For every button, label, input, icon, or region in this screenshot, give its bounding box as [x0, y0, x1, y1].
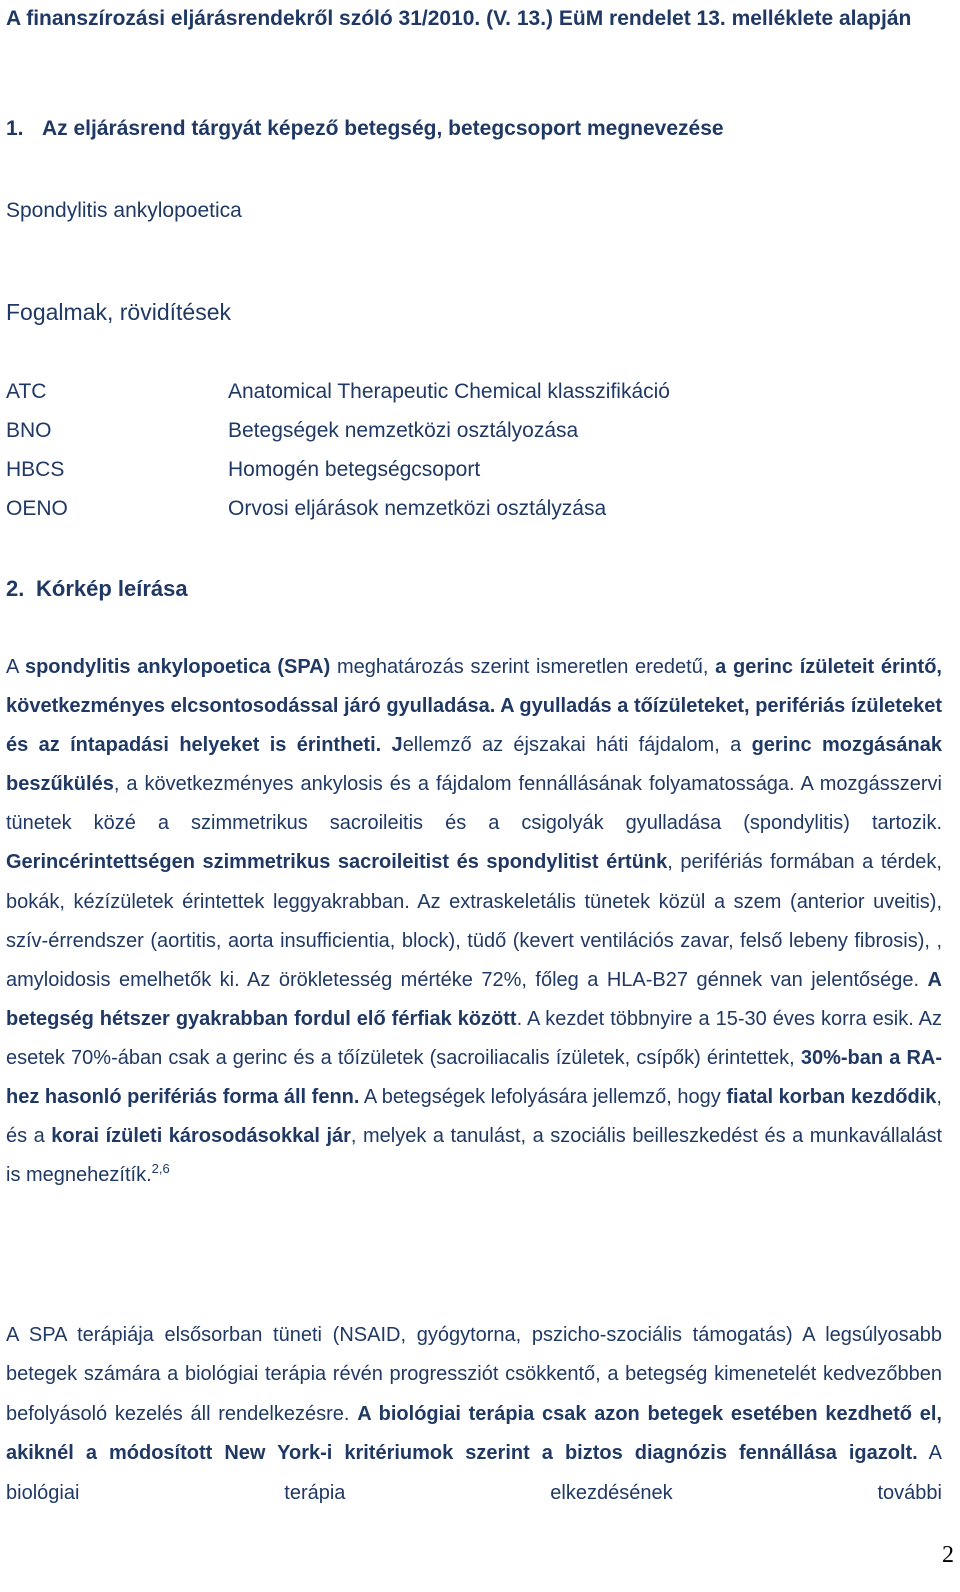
abbreviation-definition: Anatomical Therapeutic Chemical klasszifikáció — [228, 380, 670, 403]
abbreviation-term: OENO — [6, 497, 68, 520]
text-run: , a következményes ankylosis és a fájdalom fennállásának folyamatossága. A mozgásszervi tünetek közé a szimmetrikus sacroileitis és a csigolyák gyulladása (spondylitis) tartozik. — [6, 773, 942, 835]
abbreviation-row — [6, 414, 670, 453]
abbreviations-list — [6, 375, 670, 531]
reference-superscript: 2,6 — [151, 1161, 170, 1177]
abbreviation-row — [6, 375, 670, 414]
bold-run: spondylitis ankylopoetica (SPA) — [24, 656, 331, 678]
document-header: A finanszírozási eljárásrendekről szóló 31/2010. (V. 13.) EüM rendelet 13. melléklete alapján — [6, 7, 912, 30]
page-number: 2 — [942, 1542, 954, 1568]
abbreviation-term: ATC — [6, 380, 47, 403]
disease-name: Spondylitis ankylopoetica — [6, 199, 242, 222]
abbreviations-heading: Fogalmak, rövidítések — [6, 299, 231, 325]
abbreviation-definition: Homogén betegségcsoport — [228, 458, 481, 481]
bold-run: Gerincérintettségen szimmetrikus sacroileitist és spondylitist értünk — [6, 851, 668, 874]
text-run: meghatározás szerint ismeretlen eredetű, — [330, 656, 716, 678]
abbreviation-row — [6, 492, 670, 531]
text-run: ellemző az éjszakai háti fájdalom, a — [402, 734, 752, 757]
bold-run: A betegség hétszer gyakrabban fordul elő férfiak között — [6, 968, 942, 1030]
bold-run: korai ízületi károsodásokkal jár — [51, 1125, 351, 1148]
section-2-title: Kórkép leírása — [36, 576, 188, 601]
therapy-paragraph — [6, 1316, 942, 1513]
bold-run: 30%-ban a RA-hez hasonló perifériás forma áll fenn. — [6, 1046, 943, 1109]
text-run: A — [6, 656, 25, 678]
text-run: . A kezdet többnyire a 15-30 éves korra esik. Az esetek 70%-ában csak a gerinc és a tőízületek (sacroiliacalis ízületek, csípők) érintettek, — [6, 1007, 942, 1069]
section-1-heading — [6, 114, 724, 144]
text-run: A betegségek lefolyására jellemző, hogy — [359, 1086, 727, 1109]
description-paragraph — [6, 648, 942, 1195]
bold-run: a gerinc ízületeit érintő, következményes elcsontosodással járó gyulladása. A gyulladás a tőízületeket, perifériás ízületeket és az íntapadási helyeket is érintheti. J — [6, 656, 942, 757]
text-run: , melyek a tanulást, a szociális beilleszkedést és a munkavállalást is megnehezítík. — [6, 1125, 942, 1187]
bold-run: gerinc mozgásának beszűkülés — [6, 734, 943, 796]
section-1-number: 1. — [6, 117, 24, 140]
abbreviation-definition: Betegségek nemzetközi osztályozása — [228, 419, 579, 442]
text-run: A biológiai terápia elkezdésének további — [6, 1442, 942, 1504]
section-2-heading — [6, 573, 188, 605]
bold-run: A biológiai terápia csak azon betegek esetében kezdhető el, akiknél a módosított New York-i kritériumok szerint a biztos diagnózis fennállása igazolt. — [6, 1402, 942, 1465]
abbreviation-term: HBCS — [6, 458, 65, 481]
text-run: , perifériás formában a térdek, bokák, kézízületek érintettek leggyakrabban. Az extraskeletális tünetek közül a szem (anterior uveitis), szív-érrendszer (aortitis, aorta insufficientia, block), tüdő (kevert ventilációs zavar, felső lebeny fibrosis), , amyloidosis emelhetők ki. Az örökletesség mértéke 72%, főleg a HLA-B27 génnek van jelentősége. — [6, 851, 942, 991]
text-run: A SPA terápiája elsősorban tüneti (NSAID, gyógytorna, pszicho-szociális támogatás) A legsúlyosabb betegek számára a biológiai terápia révén progressziót csökkentő, a betegség kimenetelét kedvezőbben befolyásoló kezelés áll rendelkezésre. — [6, 1324, 942, 1425]
section-1-title: Az eljárásrend tárgyát képező betegség, betegcsoport megnevezése — [42, 117, 724, 140]
document-page — [6, 0, 954, 1592]
abbreviation-term: BNO — [6, 419, 52, 442]
abbreviation-row — [6, 453, 670, 492]
abbreviation-definition: Orvosi eljárások nemzetközi osztályzása — [228, 497, 607, 520]
bold-run: fiatal korban kezdődik — [726, 1086, 937, 1109]
text-run: , és a — [6, 1086, 942, 1148]
section-2-number: 2. — [6, 576, 25, 601]
